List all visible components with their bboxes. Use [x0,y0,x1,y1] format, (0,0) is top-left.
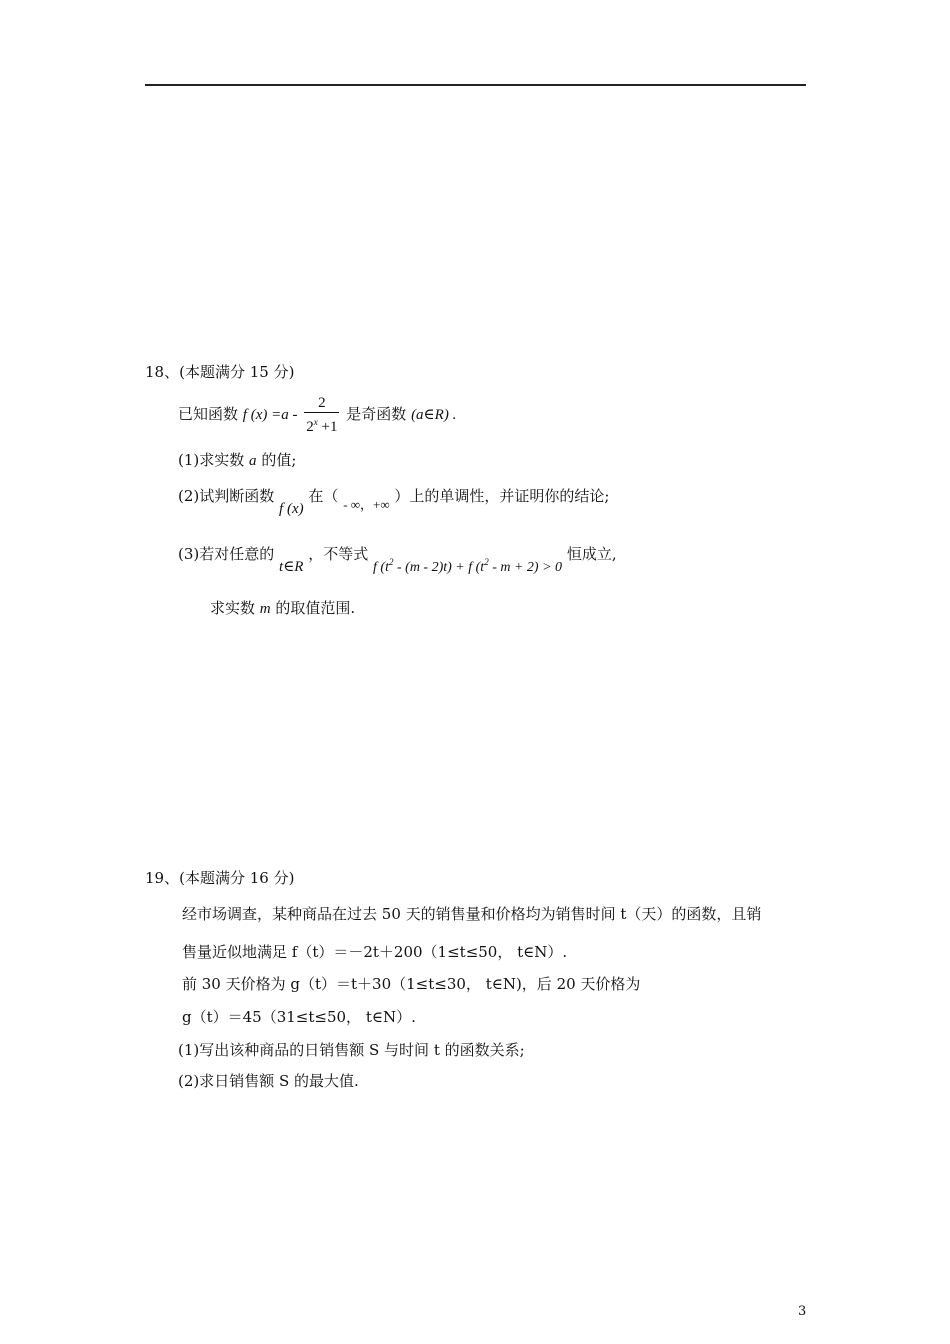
q18-part3-line2: 求实数 m 的取值范围. [210,599,356,617]
q18-part1: (1)求实数 a 的值; [178,451,297,469]
q18-part3-var: m [259,601,271,617]
q18-header: 18、(本题满分 15 分) [145,363,295,381]
q18-part3-t: t∈R [279,559,304,575]
q18-intro-condition: (a∈R) . [411,407,457,423]
q18-part3-inequality: f $(t^2 - (m - 2)t) + f$ $(t^2 - m + 2) > 0$ [373,557,563,575]
q19-header: 19、(本题满分 16 分) [145,869,295,887]
q19-part2: (2)求日销售额 S 的最大值. [178,1072,359,1090]
q18-fraction-denominator: $2^x +1$ [304,412,339,436]
header-rule [145,84,806,86]
page-number: 3 [798,1304,807,1319]
q18-part2-fx: f (x) [279,501,304,517]
q18-fraction-numerator: 2 [318,395,326,411]
q18-fraction [304,394,339,436]
q18-intro [178,394,456,436]
q18-part2-interval: - ∞，+∞ [343,497,390,512]
q18-part2: (2)试判断函数 f (x) 在（ - ∞，+∞ ）上的单调性，并证明你的结论; [178,487,610,517]
q19-line2: 售量近似地满足 f（t）＝－2t＋200（1≤t≤50， t∈N）. [182,943,568,961]
q18-part3: (3)若对任意的 t∈R ，不等式 f $(t^2 - (m - 2)t) + f$ $(t^2 - m + 2) > 0$ 恒成立, [178,545,617,575]
q18-function-lhs: f (x) =a - [242,407,298,423]
q18-intro-suffix: 是奇函数 [346,405,407,423]
q19-line3: 前 30 天价格为 g（t）＝t＋30（1≤t≤30， t∈N)，后 20 天价格为 [182,975,641,993]
q19-line1: 经市场调查，某种商品在过去 50 天的销售量和价格均为销售时间 t（天）的函数，且销 [182,905,762,923]
q19-part1: (1)写出该种商品的日销售额 S 与时间 t 的函数关系; [178,1041,525,1059]
q19-line4: g（t）＝45（31≤t≤50， t∈N）. [182,1008,416,1026]
q18-intro-prefix: 已知函数 [178,405,239,423]
q18-part1-var: a [249,453,257,469]
